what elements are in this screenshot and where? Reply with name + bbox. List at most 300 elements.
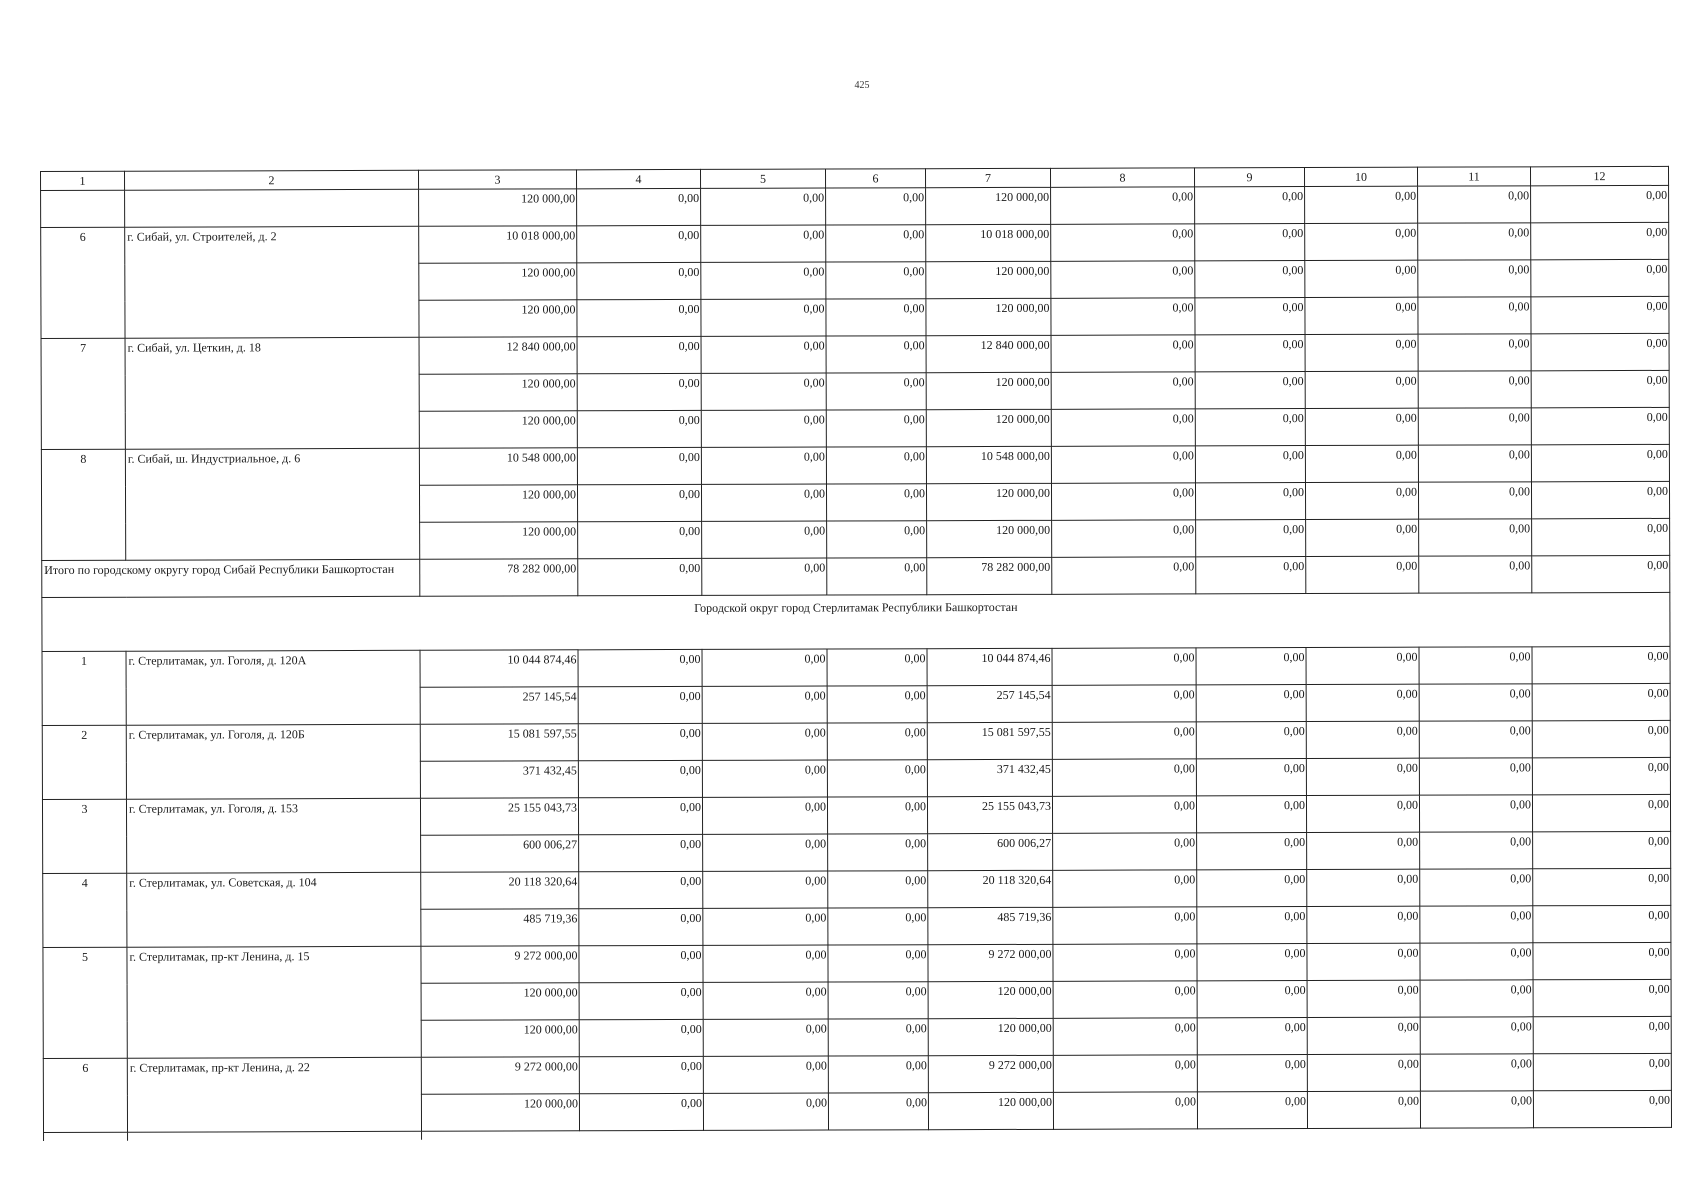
amount-cell: 120 000,00 [926,261,1051,298]
amount-cell: 0,00 [828,1019,928,1056]
object-number-cell: 2 [42,725,126,799]
amount-cell: 0,00 [1531,222,1669,259]
amount-cell: 0,00 [1196,796,1306,833]
amount-cell: 0,00 [1052,648,1196,685]
amount-cell: 0,00 [1531,333,1669,370]
amount-cell: 120 000,00 [926,372,1051,409]
amount-cell: 0,00 [1531,481,1669,518]
amount-cell: 0,00 [1195,261,1305,298]
object-number-cell: 4 [43,873,127,947]
amount-cell: 0,00 [579,945,703,982]
amount-cell: 0,00 [1053,870,1197,907]
amount-cell: 0,00 [1196,759,1306,796]
amount-cell: 0,00 [702,760,827,797]
object-address-cell: г. Стерлитамак, пр-кт Ленина, д. 22 [127,1057,421,1132]
amount-cell: 0,00 [827,649,927,686]
amount-cell: 0,00 [703,1056,828,1093]
amount-cell: 0,00 [1420,832,1533,869]
amount-cell: 485 719,36 [928,907,1053,944]
amount-cell: 0,00 [1052,685,1196,722]
amount-cell: 0,00 [1053,1018,1197,1055]
amount-cell: 0,00 [1418,482,1531,519]
amount-cell: 0,00 [1307,832,1420,869]
amount-cell: 0,00 [703,871,828,908]
amount-cell: 0,00 [1532,757,1670,794]
amount-cell: 0,00 [701,225,826,262]
amount-cell: 0,00 [701,188,826,225]
amount-cell: 0,00 [1305,223,1418,260]
amount-cell: 0,00 [1195,224,1305,261]
amount-cell: 0,00 [1307,869,1420,906]
amount-cell: 0,00 [577,262,701,299]
amount-cell: 0,00 [1533,1090,1671,1127]
amount-cell: 0,00 [1053,1055,1197,1092]
amount-cell: 0,00 [578,649,702,686]
amount-cell: 0,00 [1053,981,1197,1018]
amount-cell: 0,00 [1195,298,1305,335]
amount-cell: 0,00 [1533,942,1671,979]
amount-cell: 0,00 [701,336,826,373]
amount-cell: 9 272 000,00 [928,1055,1053,1092]
amount-cell: 9 272 000,00 [421,1057,579,1094]
amount-cell: 0,00 [702,686,827,723]
amount-cell: 0,00 [1051,224,1195,261]
amount-cell: 0,00 [1306,721,1419,758]
amount-cell: 0,00 [1532,646,1670,683]
amount-cell: 0,00 [579,871,703,908]
table-row [43,868,1671,910]
amount-cell: 0,00 [1418,371,1531,408]
amount-cell: 0,00 [1195,483,1305,520]
amount-cell: 0,00 [1532,518,1670,555]
amount-cell: 600 006,27 [421,835,579,872]
amount-cell: 0,00 [1306,758,1419,795]
amount-cell: 120 000,00 [419,485,577,522]
column-number-cell: 1 [41,171,125,190]
amount-cell: 0,00 [1307,906,1420,943]
amount-cell: 0,00 [1532,720,1670,757]
total-amount-cell: 0,00 [702,558,827,595]
object-number-cell: 6 [41,227,125,338]
amount-cell: 0,00 [1051,446,1195,483]
amount-cell: 0,00 [703,1093,828,1130]
amount-cell: 0,00 [1532,794,1670,831]
amount-cell: 0,00 [1418,408,1531,445]
amount-cell: 0,00 [1053,944,1197,981]
table-row [42,646,1670,688]
amount-cell: 120 000,00 [928,1018,1053,1055]
amount-cell: 0,00 [1305,186,1418,223]
amount-cell: 0,00 [827,723,927,760]
amount-cell: 0,00 [701,373,826,410]
amount-cell: 0,00 [1420,943,1533,980]
total-amount-cell: 0,00 [1532,555,1670,592]
amount-cell: 120 000,00 [421,1020,579,1057]
amount-cell: 0,00 [1531,407,1669,444]
amount-cell: 0,00 [1197,944,1307,981]
amount-cell: 120 000,00 [927,520,1052,557]
amount-cell: 0,00 [1305,260,1418,297]
amount-cell: 0,00 [827,760,927,797]
amount-cell: 0,00 [1053,907,1197,944]
total-amount-cell: 78 282 000,00 [927,557,1052,594]
amount-cell: 10 548 000,00 [926,446,1051,483]
amount-cell: 0,00 [702,649,827,686]
budget-table [40,166,1672,1141]
amount-cell: 0,00 [701,299,826,336]
district-total-label: Итого по городскому округу город Сибай Республики Башкортостан [42,559,420,597]
amount-cell: 0,00 [827,686,927,723]
column-number-cell: 5 [700,169,825,188]
amount-cell: 0,00 [1052,520,1196,557]
amount-cell: 12 840 000,00 [926,335,1051,372]
amount-cell: 120 000,00 [926,187,1051,224]
column-number-cell: 2 [125,170,419,190]
district-section-title: Городской округ город Стерлитамак Республики Башкортостан [42,592,1670,651]
amount-cell: 0,00 [577,484,701,521]
amount-cell: 0,00 [578,760,702,797]
table-row [41,333,1669,375]
total-amount-cell: 0,00 [1196,557,1306,594]
amount-cell: 0,00 [578,797,702,834]
amount-cell: 0,00 [826,299,926,336]
amount-cell: 0,00 [1196,685,1306,722]
document-sheet [40,166,1671,1141]
amount-cell: 0,00 [1420,906,1533,943]
amount-cell: 0,00 [1051,298,1195,335]
amount-cell: 0,00 [827,521,927,558]
amount-cell: 0,00 [1533,905,1671,942]
amount-cell: 0,00 [1197,1018,1307,1055]
object-address-cell: г. Стерлитамак, пр-кт Ленина, д. 15 [127,946,421,1058]
amount-cell: 0,00 [826,262,926,299]
continuation-cell [44,1132,128,1141]
total-amount-cell: 0,00 [1052,557,1196,594]
amount-cell: 0,00 [1305,297,1418,334]
amount-cell: 0,00 [1305,371,1418,408]
amount-cell: 120 000,00 [419,300,577,337]
amount-cell: 120 000,00 [421,983,579,1020]
object-address-cell: г. Сибай, ул. Цеткин, д. 18 [125,337,419,449]
amount-cell: 0,00 [1052,759,1196,796]
continuation-cell [1054,1129,1198,1138]
amount-cell: 0,00 [577,410,701,447]
amount-cell: 0,00 [1418,223,1531,260]
amount-cell: 0,00 [1420,1091,1533,1128]
amount-cell: 0,00 [578,521,702,558]
amount-cell: 120 000,00 [928,1092,1053,1129]
amount-cell: 0,00 [1051,409,1195,446]
object-address-cell: г. Стерлитамак, ул. Гоголя, д. 120Б [126,724,420,799]
amount-cell: 0,00 [1531,259,1669,296]
total-amount-cell: 0,00 [827,558,927,595]
amount-cell: 0,00 [577,188,701,225]
amount-cell: 0,00 [578,723,702,760]
amount-cell: 0,00 [1306,795,1419,832]
table-row [41,222,1669,264]
amount-cell: 600 006,27 [928,833,1053,870]
amount-cell: 120 000,00 [420,522,578,559]
amount-cell: 120 000,00 [419,263,577,300]
amount-cell: 0,00 [1533,1053,1671,1090]
amount-cell: 0,00 [828,908,928,945]
object-address-cell: г. Стерлитамак, ул. Советская, д. 104 [127,872,421,947]
table-row [43,942,1671,984]
continuation-cell [1308,1128,1421,1137]
amount-cell: 371 432,45 [420,761,578,798]
amount-cell: 9 272 000,00 [421,946,579,983]
amount-cell: 0,00 [1051,261,1195,298]
object-address-cell: г. Стерлитамак, ул. Гоголя, д. 120А [126,650,420,725]
amount-cell: 0,00 [701,410,826,447]
amount-cell: 0,00 [1053,1092,1197,1129]
amount-cell: 0,00 [1195,446,1305,483]
amount-cell: 0,00 [579,908,703,945]
amount-cell: 0,00 [1052,796,1196,833]
object-number-cell [41,190,125,227]
amount-cell: 0,00 [827,797,927,834]
object-number-cell: 6 [43,1058,127,1132]
object-number-cell: 1 [42,651,126,725]
amount-cell: 0,00 [826,336,926,373]
amount-cell: 0,00 [1533,979,1671,1016]
table-row [42,794,1670,836]
amount-cell: 0,00 [826,447,926,484]
amount-cell: 0,00 [826,188,926,225]
amount-cell: 0,00 [1420,869,1533,906]
table-row [41,185,1669,227]
amount-cell: 15 081 597,55 [927,722,1052,759]
amount-cell: 0,00 [703,1019,828,1056]
column-number-cell: 8 [1050,168,1194,187]
amount-cell: 0,00 [1419,758,1532,795]
amount-cell: 120 000,00 [926,298,1051,335]
table-row [41,444,1669,486]
object-number-cell: 8 [41,449,125,560]
amount-cell: 0,00 [1306,684,1419,721]
amount-cell: 0,00 [1420,980,1533,1017]
amount-cell: 0,00 [1195,409,1305,446]
amount-cell: 0,00 [1531,370,1669,407]
table-row [42,720,1670,762]
amount-cell: 0,00 [1418,186,1531,223]
amount-cell: 25 155 043,73 [927,796,1052,833]
object-number-cell: 7 [41,338,125,449]
amount-cell: 0,00 [1531,185,1669,222]
amount-cell: 0,00 [826,484,926,521]
amount-cell: 0,00 [1533,1016,1671,1053]
amount-cell: 9 272 000,00 [928,944,1053,981]
amount-cell: 120 000,00 [419,374,577,411]
page-number: 425 [854,80,870,91]
amount-cell: 0,00 [1305,408,1418,445]
amount-cell: 0,00 [1051,335,1195,372]
district-section-row [42,592,1670,651]
amount-cell: 0,00 [1051,187,1195,224]
amount-cell: 0,00 [703,982,828,1019]
amount-cell: 0,00 [1531,444,1669,481]
amount-cell: 0,00 [1418,445,1531,482]
amount-cell: 485 719,36 [421,909,579,946]
amount-cell: 0,00 [579,1019,703,1056]
amount-cell: 0,00 [826,225,926,262]
column-number-cell: 12 [1530,166,1668,185]
amount-cell: 0,00 [702,723,827,760]
amount-cell: 10 018 000,00 [419,226,577,263]
object-address-cell [125,189,419,227]
amount-cell: 371 432,45 [927,759,1052,796]
amount-cell: 0,00 [1196,648,1306,685]
amount-cell: 0,00 [1196,520,1306,557]
amount-cell: 0,00 [1307,1054,1420,1091]
amount-cell: 0,00 [1307,980,1420,1017]
amount-cell: 120 000,00 [419,189,577,226]
amount-cell: 0,00 [577,225,701,262]
amount-cell: 0,00 [1533,868,1671,905]
continuation-cell [1198,1129,1308,1138]
amount-cell: 0,00 [1195,187,1305,224]
amount-cell: 0,00 [1051,372,1195,409]
amount-cell: 120 000,00 [421,1094,579,1131]
amount-cell: 0,00 [1418,260,1531,297]
amount-cell: 0,00 [1053,833,1197,870]
column-number-cell: 3 [418,170,576,189]
amount-cell: 0,00 [701,262,826,299]
amount-cell: 10 018 000,00 [926,224,1051,261]
continuation-cell [1534,1127,1672,1136]
amount-cell: 0,00 [1306,647,1419,684]
amount-cell: 25 155 043,73 [420,798,578,835]
amount-cell: 0,00 [1197,1092,1307,1129]
amount-cell: 20 118 320,64 [421,872,579,909]
amount-cell: 0,00 [828,945,928,982]
amount-cell: 0,00 [577,447,701,484]
district-total-row [42,555,1670,597]
amount-cell: 0,00 [1306,519,1419,556]
amount-cell: 0,00 [1418,334,1531,371]
amount-cell: 10 044 874,46 [420,650,578,687]
column-number-cell: 4 [576,169,700,188]
amount-cell: 0,00 [579,1093,703,1130]
amount-cell: 0,00 [1307,1017,1420,1054]
amount-cell: 0,00 [703,945,828,982]
amount-cell: 0,00 [579,1056,703,1093]
amount-cell: 0,00 [703,908,828,945]
amount-cell: 0,00 [1197,981,1307,1018]
amount-cell: 0,00 [1420,1054,1533,1091]
column-number-cell: 7 [925,168,1050,187]
total-amount-cell: 78 282 000,00 [420,559,578,596]
amount-cell: 0,00 [579,834,703,871]
amount-cell: 0,00 [701,447,826,484]
amount-cell: 0,00 [702,521,827,558]
amount-cell: 0,00 [826,410,926,447]
object-number-cell: 5 [43,947,127,1058]
object-address-cell: г. Сибай, ул. Строителей, д. 2 [125,226,419,338]
amount-cell: 0,00 [826,373,926,410]
amount-cell: 0,00 [1197,1055,1307,1092]
column-number-cell: 11 [1417,167,1530,186]
amount-cell: 0,00 [1305,482,1418,519]
object-address-cell: г. Сибай, ш. Индустриальное, д. 6 [125,448,419,560]
amount-cell: 120 000,00 [926,409,1051,446]
amount-cell: 0,00 [1307,943,1420,980]
amount-cell: 0,00 [1419,721,1532,758]
continuation-cell [580,1130,704,1139]
amount-cell: 20 118 320,64 [928,870,1053,907]
amount-cell: 15 081 597,55 [420,724,578,761]
amount-cell: 0,00 [1195,335,1305,372]
amount-cell: 12 840 000,00 [419,337,577,374]
amount-cell: 0,00 [577,373,701,410]
table-row [43,1053,1671,1095]
amount-cell: 0,00 [828,871,928,908]
amount-cell: 0,00 [1419,795,1532,832]
amount-cell: 0,00 [1420,1017,1533,1054]
amount-cell: 0,00 [1051,483,1195,520]
amount-cell: 0,00 [1197,870,1307,907]
table-body [41,166,1672,1141]
total-amount-cell: 0,00 [1419,556,1532,593]
continuation-cell [704,1130,829,1139]
amount-cell: 0,00 [703,834,828,871]
amount-cell: 10 044 874,46 [927,648,1052,685]
object-number-cell: 3 [42,799,126,873]
column-number-cell: 6 [825,169,925,188]
amount-cell: 0,00 [1533,831,1671,868]
amount-cell: 0,00 [577,299,701,336]
total-amount-cell: 0,00 [1306,556,1419,593]
amount-cell: 0,00 [1419,519,1532,556]
amount-cell: 0,00 [1197,907,1307,944]
amount-cell: 0,00 [702,797,827,834]
column-number-cell: 10 [1304,167,1417,186]
amount-cell: 0,00 [578,686,702,723]
amount-cell: 120 000,00 [419,411,577,448]
amount-cell: 0,00 [828,982,928,1019]
amount-cell: 0,00 [1197,833,1307,870]
amount-cell: 0,00 [1052,722,1196,759]
amount-cell: 0,00 [1419,684,1532,721]
amount-cell: 0,00 [1532,683,1670,720]
amount-cell: 0,00 [1196,722,1306,759]
amount-cell: 257 145,54 [927,685,1052,722]
amount-cell: 0,00 [1307,1091,1420,1128]
amount-cell: 0,00 [1531,296,1669,333]
amount-cell: 0,00 [577,336,701,373]
amount-cell: 0,00 [1195,372,1305,409]
continuation-cell [422,1131,580,1140]
amount-cell: 0,00 [1305,334,1418,371]
continuation-cell [128,1131,422,1140]
continuation-cell [1421,1128,1534,1137]
amount-cell: 0,00 [828,1093,928,1130]
continuation-cell [929,1129,1054,1138]
amount-cell: 120 000,00 [928,981,1053,1018]
amount-cell: 257 145,54 [420,687,578,724]
column-number-cell: 9 [1194,168,1304,187]
amount-cell: 0,00 [579,982,703,1019]
object-address-cell: г. Стерлитамак, ул. Гоголя, д. 153 [126,798,420,873]
amount-cell: 10 548 000,00 [419,448,577,485]
amount-cell: 0,00 [828,1056,928,1093]
amount-cell: 0,00 [1419,647,1532,684]
amount-cell: 0,00 [1418,297,1531,334]
amount-cell: 0,00 [1305,445,1418,482]
continuation-cell [829,1130,929,1139]
amount-cell: 120 000,00 [926,483,1051,520]
total-amount-cell: 0,00 [578,558,702,595]
